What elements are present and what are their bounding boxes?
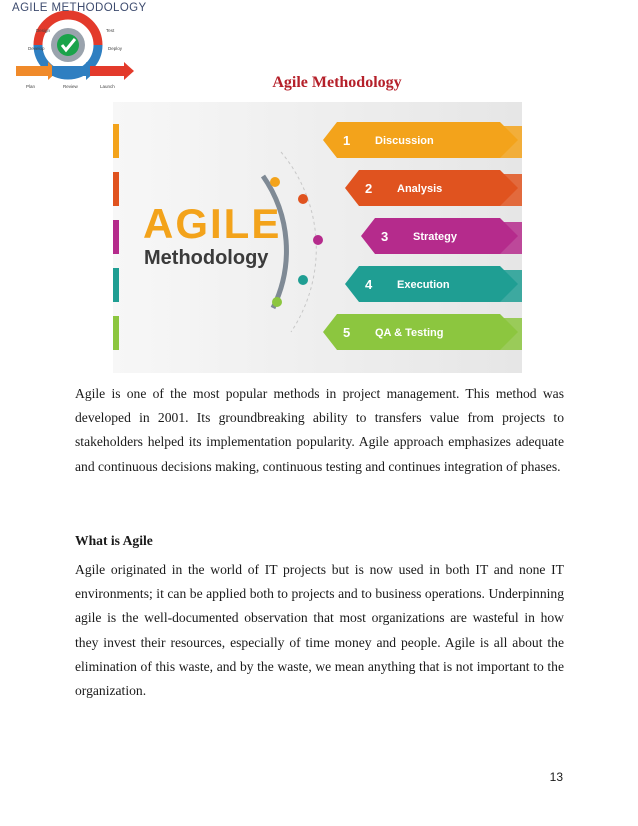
logo-label-test: Test [106, 28, 115, 33]
logo-label-plan: Plan [26, 84, 36, 89]
step-number-2: 2 [365, 181, 373, 196]
step-label-5: QA & Testing [375, 327, 444, 339]
step-number-4: 4 [365, 277, 373, 292]
hero-subtitle: Methodology [144, 247, 269, 269]
step-banner-1 [323, 122, 522, 158]
step-banner-3 [361, 218, 522, 254]
step-label-3: Strategy [413, 231, 458, 243]
timeline-dot-1 [270, 177, 280, 187]
step-label-4: Execution [397, 279, 450, 291]
step-banner-2 [345, 170, 522, 206]
section-subheading: What is Agile [75, 533, 153, 548]
step-number-3: 3 [381, 229, 389, 244]
timeline-dot-4 [298, 275, 308, 285]
step-number-5: 5 [343, 325, 351, 340]
step-label-2: Analysis [397, 183, 443, 195]
agile-infographic [113, 102, 522, 373]
intro-paragraph: Agile is one of the most popular methods in project management. This method was developed in 2001. Its groundbreaking ability to transfers value from projects to stakeholders helped its implementation popularity. Agile approach emphasizes adequate and continuous decisions making, continuous testing and continues integration of phases. [75, 386, 564, 474]
timeline-dot-5 [272, 297, 282, 307]
logo-label-design: Design [36, 28, 51, 33]
logo-label-review: Review [63, 84, 78, 89]
step-banner-4 [345, 266, 522, 302]
step-label-1: Discussion [375, 135, 434, 147]
logo-label-deploy: Deploy [108, 46, 123, 51]
what-is-agile-paragraph: Agile originated in the world of IT projects but is now used in both IT and none IT environments; it can be applied both to projects and to business operations. Underpinning agile is the well-documented observation that most organizations are wasteful in how they invest their resources, especially of time money and people. Agile is all about the elimination of this waste, and by the waste, we mean anything that is not important to the organization. [75, 562, 564, 699]
timeline-dot-2 [298, 194, 308, 204]
logo-label-develop: Develop [28, 46, 45, 51]
step-banner-5 [323, 314, 522, 350]
logo-title: AGILE METHODOLOGY [12, 2, 147, 14]
step-number-1: 1 [343, 133, 351, 148]
page-heading: Agile Methodology [272, 74, 402, 91]
hero-title: AGILE [143, 200, 282, 247]
logo-label-launch: Launch [100, 84, 115, 89]
agile-infographic-svg [113, 102, 522, 373]
page-number: 13 [549, 770, 563, 784]
timeline-dot-3 [313, 235, 323, 245]
